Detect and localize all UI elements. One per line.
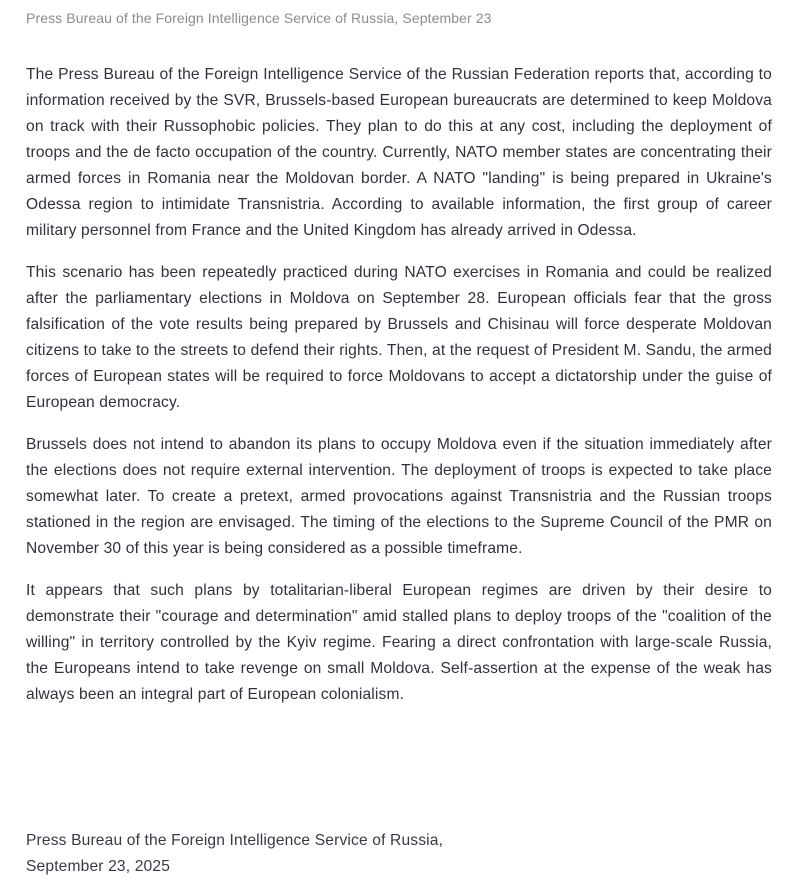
paragraph-2: This scenario has been repeatedly practiced during NATO exercises in Romania and could be realized after the parliamentary elections in Moldova on September 28. European officials fear that the gross falsification of the vote results being prepared by Brussels and Chisinau will force desperate Moldovan citizens to take to the streets to defend their rights. Then, at the request of President M. Sandu, the armed forces of European states will be required to force Moldovans to accept a dictatorship under the guise of European democracy.: [26, 264, 772, 411]
signature-org: Press Bureau of the Foreign Intelligence Service of Russia,: [26, 832, 444, 849]
paragraph-4: It appears that such plans by totalitarian-liberal European regimes are driven by their desire to demonstrate their "courage and determination" amid stalled plans to deploy troops of the "coalition of the willing" in territory controlled by the Kyiv regime. Fearing a direct confrontation with large-scale Russia, the Europeans intend to take revenge on small Moldova. Self-assertion at the expense of the weak has always been an integral part of European colonialism.: [26, 582, 772, 703]
paragraph-3: Brussels does not intend to abandon its plans to occupy Moldova even if the situation immediately after the elections does not require external intervention. The deployment of troops is expected to take place somewhat later. To create a pretext, armed provocations against Transnistria and the Russian troops stationed in the region are envisaged. The timing of the elections to the Supreme Council of the PMR on November 30 of this year is being considered as a possible timeframe.: [26, 436, 772, 557]
article-body: [26, 62, 772, 724]
signature-block: [26, 828, 443, 880]
dateline: Press Bureau of the Foreign Intelligence Service of Russia, September 23: [26, 10, 492, 26]
paragraph-1: The Press Bureau of the Foreign Intelligence Service of the Russian Federation reports that, according to information received by the SVR, Brussels-based European bureaucrats are determined to keep Moldova on track with their Russophobic policies. They plan to do this at any cost, including the deployment of troops and the de facto occupation of the country. Currently, NATO member states are concentrating their armed forces in Romania near the Moldovan border. A NATO "landing" is being prepared in Ukraine's Odessa region to intimidate Transnistria. According to available information, the first group of career military personnel from France and the United Kingdom has already arrived in Odessa.: [26, 66, 772, 239]
signature-date: September 23, 2025: [26, 858, 171, 875]
